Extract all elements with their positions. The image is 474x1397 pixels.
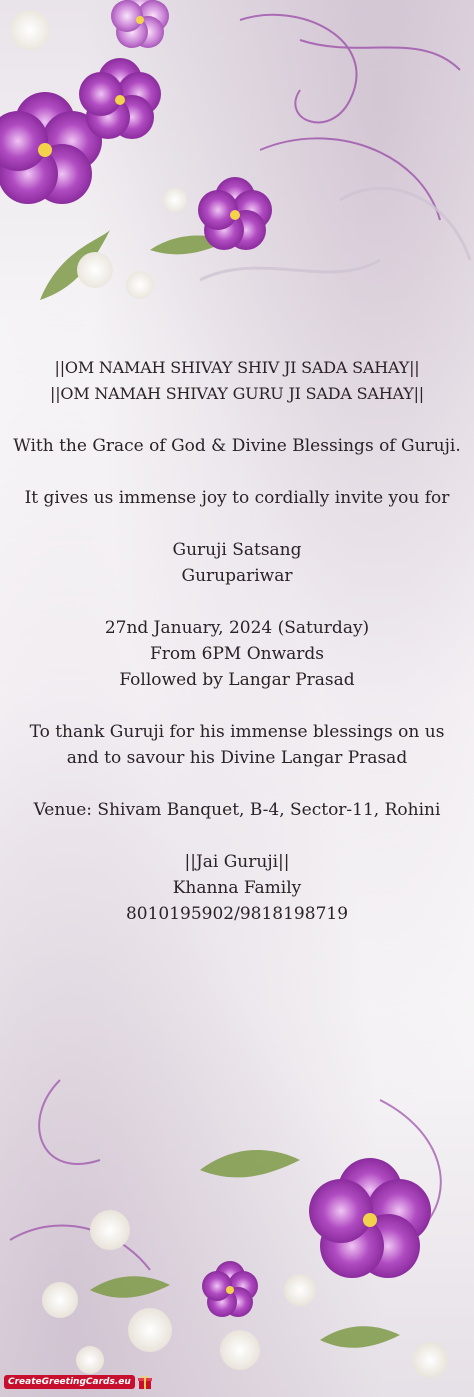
event-time: From 6PM Onwards xyxy=(149,644,325,664)
invitation-text xyxy=(0,355,474,927)
top-floral-decoration xyxy=(0,0,474,340)
purple-flower-bottom-large xyxy=(309,1158,431,1278)
bottom-floral-decoration xyxy=(0,1040,474,1397)
purple-flower-right xyxy=(198,177,272,250)
phone-numbers: 8010195902/9818198719 xyxy=(125,904,349,924)
purpose-line-2: and to savour his Divine Langar Prasad xyxy=(66,748,408,768)
mantra-line-1: ||OM NAMAH SHIVAY SHIV JI SADA SAHAY|| xyxy=(54,358,420,377)
organizer-group: Gurupariwar xyxy=(181,566,293,586)
purple-flower-medium xyxy=(79,58,161,139)
event-date: 27nd January, 2024 (Saturday) xyxy=(104,618,370,638)
lilac-flower xyxy=(111,0,169,48)
purple-flower-bottom-small xyxy=(202,1261,258,1317)
watermark-text: CreateGreetingCards.eu xyxy=(4,1375,135,1389)
host-name: Khanna Family xyxy=(172,878,302,898)
purpose-line-1: To thank Guruji for his immense blessings on us xyxy=(29,722,445,742)
watermark-logo[interactable] xyxy=(4,1372,153,1392)
venue-line: Venue: Shivam Banquet, B-4, Sector-11, Rohini xyxy=(33,800,441,820)
mantra-line-2: ||OM NAMAH SHIVAY GURU JI SADA SAHAY|| xyxy=(50,384,424,403)
invite-line: It gives us immense joy to cordially invite you for xyxy=(24,488,450,508)
blessing-line: With the Grace of God & Divine Blessings of Guruji. xyxy=(13,436,461,456)
swirl-ornament xyxy=(240,15,460,220)
event-name: Guruji Satsang xyxy=(172,540,302,560)
gift-icon xyxy=(137,1374,153,1390)
followed-by-line: Followed by Langar Prasad xyxy=(119,670,355,690)
closing-line: ||Jai Guruji|| xyxy=(184,852,290,872)
